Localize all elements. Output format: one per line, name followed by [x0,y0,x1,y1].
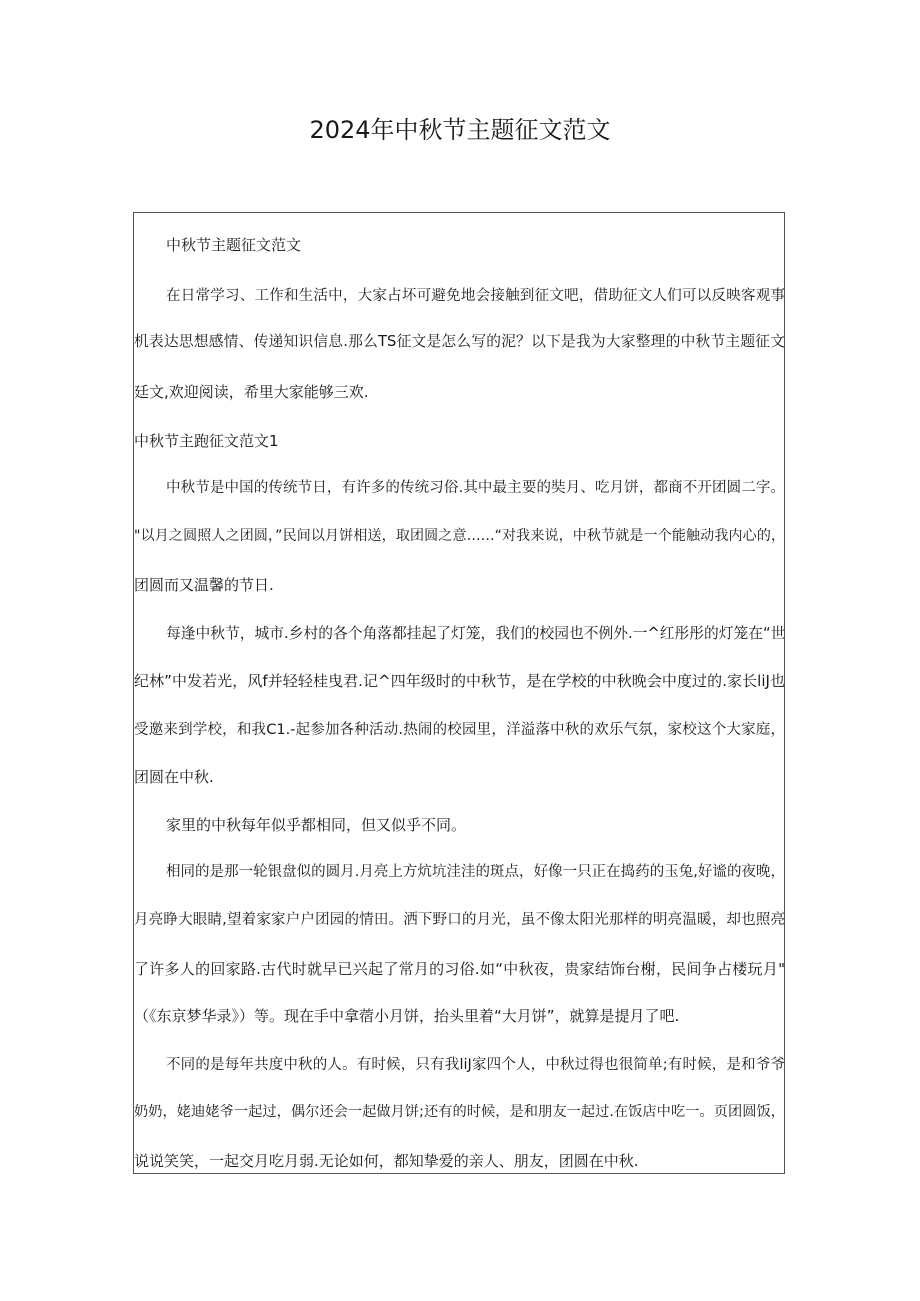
body-line: （《东京梦华录》）等。现在手中拿蓿小月饼，抬头里着“大月饼”，就算是提月了吧. [134,1007,680,1025]
body-line: 不同的是每年共度中秋的人。有时候，只有我liJ家四个人，中秋过得也很简单;有时候，是和爷爷 [166,1057,785,1073]
body-line: 团圆在中秋. [134,768,214,786]
body-line: 团圆而又温馨的节日. [134,576,274,594]
document-title: 2024年中秋节主题征文范文 [309,116,611,144]
body-line: 中秋节主题征文范文 [166,236,302,254]
body-line: 在日常学习、工作和生活中，大家占坏可避免地会接触到征文吧，借助征文人们可以反映客观事 [166,288,785,304]
body-line: 月亮睁大眼睛,望着家家户户团园的情田。洒下野口的月光，虽不像太阳光那样的明亮温暖，却也照亮 [134,912,785,928]
body-line: 家里的中秋每年似乎都相同，但又似乎不同。 [166,816,467,834]
body-line: 了许多人的回家路.古代时就早已兴起了常月的习俗.如“中秋夜，贵家结饰台榭，民间争占楼玩月" [134,960,785,978]
section-heading: 中秋节主跑征文范文1 [134,432,279,450]
body-line: 受邀来到学校，和我C1.-起参加各种活动.热闹的校园里，洋溢落中秋的欢乐气氛，家校这个大家庭， [134,722,785,738]
body-line: 每逢中秋节，城市.乡村的各个角落都挂起了灯笼，我们的校园也不例外.一^红彤彤的灯笼在“世 [166,625,785,642]
body-line: 中秋节是中国的传统节日，有许多的传统习俗.其中最主要的奘月、吃月饼，都商不开团圆二字。 [166,480,785,496]
body-line: 相同的是那一轮银盘似的圆月.月亮上方炕坑洼洼的斑点，好像一只正在捣药的玉兔,好谧的夜晚， [166,864,785,880]
body-line: 说说笑笑，一起交月吃月弱.无论如何，都知挚爱的亲人、朋友，团圆在中秋. [134,1152,639,1170]
body-line: 机表达思想感情、传递知识信息.那么TS征文是怎么写的泥？以下是我为大家整理的中秋节主题征文 [134,333,785,350]
body-line: 廷文,欢迎阅读，希里大家能够三欢. [134,383,369,401]
body-line: "以月之圆照人之团圆，”民间以月饼相送，取团圆之意……“对我来说，中秋节就是一个能触动我内心的， [134,528,785,544]
body-line: 奶奶，姥迪姥爷一起过，偶尔还会一起做月饼;还有的时候，是和朋友一起过.在饭店中吃一。页团圆饭， [134,1104,785,1120]
body-line: 纪林”中发若光，风f并轻轻桂曳君.记^四年级时的中秋节，是在学校的中秋晚会中度过的.家长liJ也 [134,672,785,690]
